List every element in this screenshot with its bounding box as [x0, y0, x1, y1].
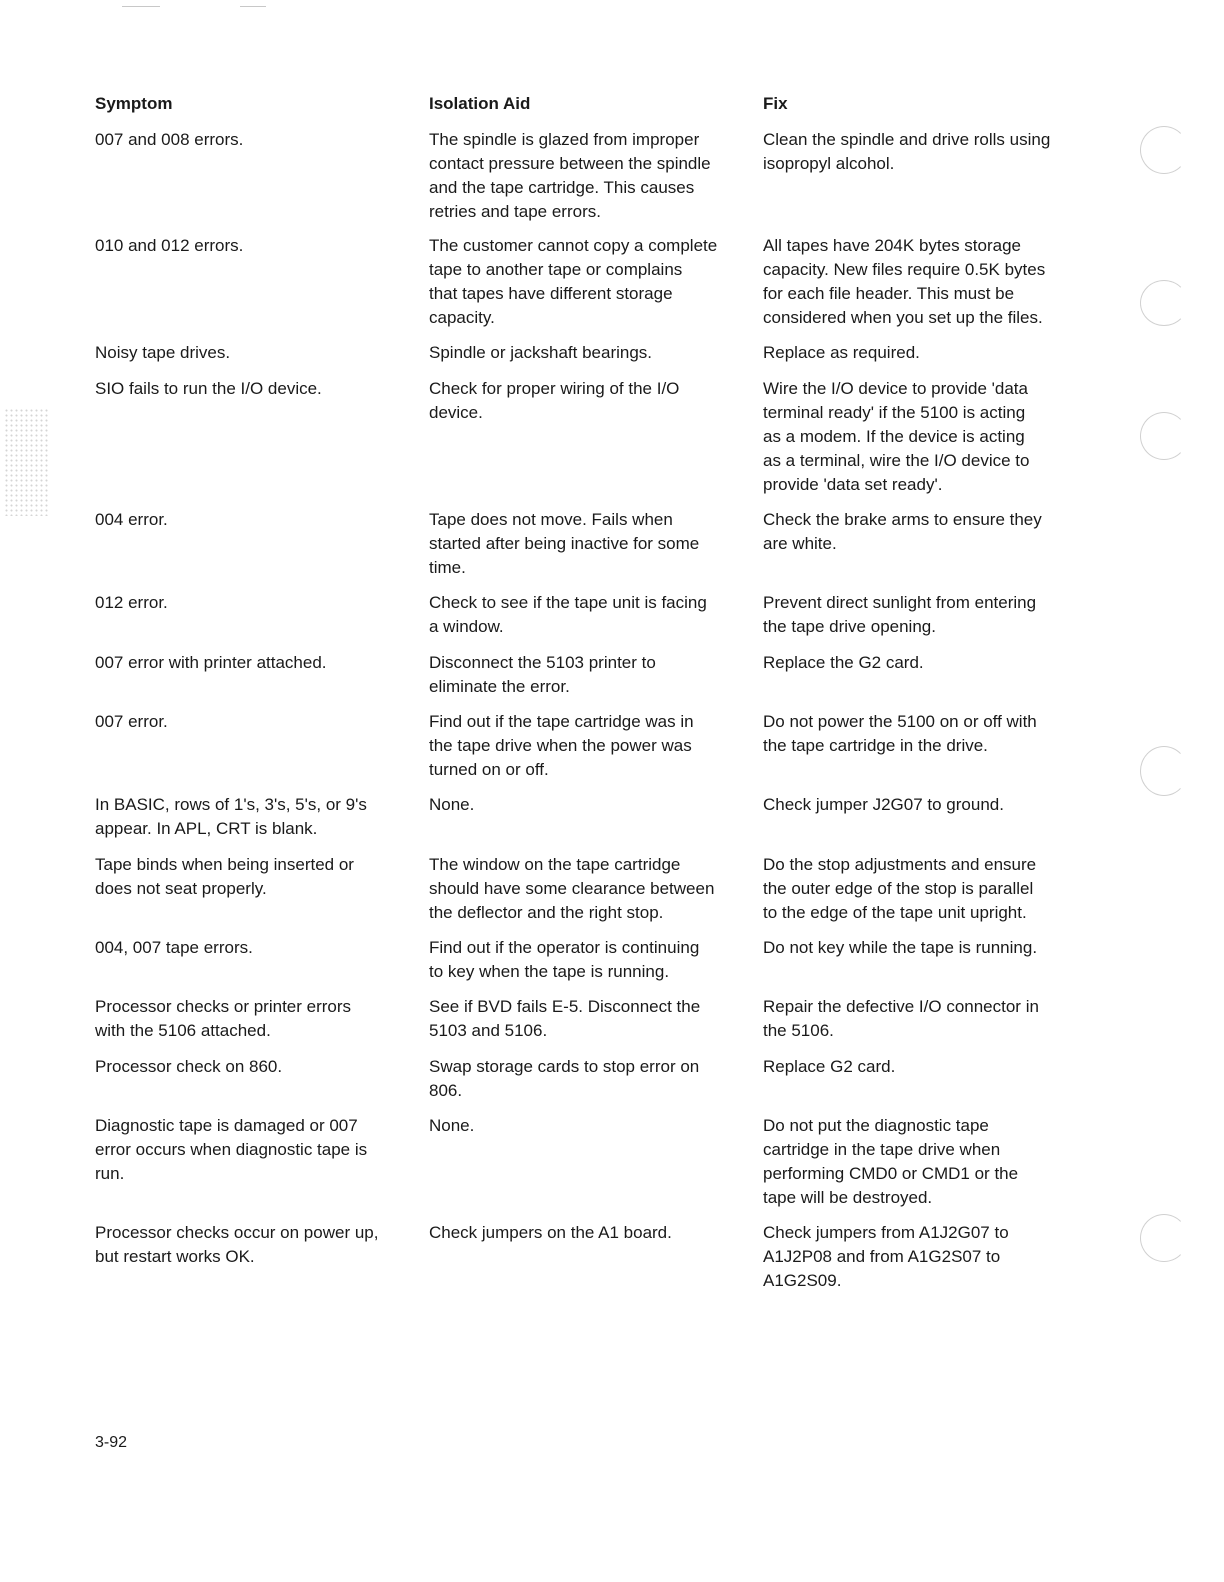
- fix-cell: Do not key while the tape is running.: [763, 938, 1038, 957]
- margin-mark: [1140, 412, 1188, 460]
- fix-cell: Check jumpers from A1J2G07 to A1J2P08 and from A1G2S07 to A1G2S09.: [763, 1223, 1009, 1290]
- symptom-cell: 004 error.: [95, 510, 168, 529]
- symptom-cell: Tape binds when being inserted or does not seat properly.: [95, 855, 354, 898]
- fix-cell: All tapes have 204K bytes storage capacity. New files require 0.5K bytes for each file header. This must be considered when you set up the files.: [763, 236, 1046, 327]
- isolation-aid-cell: Spindle or jackshaft bearings.: [429, 343, 653, 362]
- isolation-aid-cell: Swap storage cards to stop error on 806.: [429, 1057, 700, 1100]
- symptom-cell: 007 error with printer attached.: [95, 653, 327, 672]
- fix-cell: Repair the defective I/O connector in the 5106.: [763, 997, 1039, 1040]
- symptom-cell: SIO fails to run the I/O device.: [95, 379, 322, 398]
- isolation-aid-cell: See if BVD fails E-5. Disconnect the 5103 and 5106.: [429, 997, 701, 1040]
- isolation-aid-cell: None.: [429, 795, 475, 814]
- symptom-cell: 010 and 012 errors.: [95, 236, 244, 255]
- isolation-aid-cell: Check to see if the tape unit is facing a window.: [429, 593, 707, 636]
- fix-cell: Do the stop adjustments and ensure the outer edge of the stop is parallel to the edge of the tape unit upright.: [763, 855, 1037, 922]
- margin-mark: [1140, 1214, 1188, 1262]
- fix-cell: Check jumper J2G07 to ground.: [763, 795, 1004, 814]
- isolation-aid-cell: Find out if the tape cartridge was in the tape drive when the power was turned on or off.: [429, 712, 694, 779]
- isolation-aid-cell: The customer cannot copy a complete tape to another tape or complains that tapes have different storage capacity.: [429, 236, 718, 327]
- table-header: [0, 92, 1224, 116]
- fix-cell: Clean the spindle and drive rolls using isopropyl alcohol.: [763, 130, 1051, 173]
- top-rule: [122, 6, 160, 7]
- top-rule: [240, 6, 266, 7]
- isolation-aid-cell: The window on the tape cartridge should have some clearance between the deflector and the right stop.: [429, 855, 715, 922]
- fix-cell: Wire the I/O device to provide 'data terminal ready' if the 5100 is acting as a modem. If the device is acting as a terminal, wire the I/O device to provide 'data set ready'.: [763, 379, 1030, 494]
- isolation-aid-cell: Check jumpers on the A1 board.: [429, 1223, 672, 1242]
- symptom-cell: Diagnostic tape is damaged or 007 error occurs when diagnostic tape is run.: [95, 1116, 368, 1183]
- isolation-aid-cell: The spindle is glazed from improper contact pressure between the spindle and the tape cartridge. This causes retries and tape errors.: [429, 130, 711, 221]
- fix-cell: Replace as required.: [763, 343, 920, 362]
- symptom-cell: 004, 007 tape errors.: [95, 938, 253, 957]
- symptom-cell: In BASIC, rows of 1's, 3's, 5's, or 9's appear. In APL, CRT is blank.: [95, 795, 367, 838]
- fix-cell: Do not power the 5100 on or off with the tape cartridge in the drive.: [763, 712, 1037, 755]
- isolation-aid-cell: Find out if the operator is continuing to key when the tape is running.: [429, 938, 700, 981]
- margin-mark: [1140, 746, 1188, 796]
- symptom-cell: 012 error.: [95, 593, 168, 612]
- fix-cell: Check the brake arms to ensure they are white.: [763, 510, 1042, 553]
- scan-speckle: [4, 408, 50, 516]
- fix-cell: Prevent direct sunlight from entering the tape drive opening.: [763, 593, 1037, 636]
- isolation-aid-cell: Check for proper wiring of the I/O device.: [429, 379, 680, 422]
- symptom-cell: Processor check on 860.: [95, 1057, 283, 1076]
- symptom-cell: 007 error.: [95, 712, 168, 731]
- margin-mark: [1140, 280, 1188, 326]
- header-symptom: Symptom: [95, 94, 173, 113]
- isolation-aid-cell: None.: [429, 1116, 475, 1135]
- fix-cell: Do not put the diagnostic tape cartridge in the tape drive when performing CMD0 or CMD1 or the tape will be destroyed.: [763, 1116, 1019, 1207]
- symptom-cell: Noisy tape drives.: [95, 343, 231, 362]
- header-isolation-aid: Isolation Aid: [429, 94, 531, 113]
- fix-cell: Replace G2 card.: [763, 1057, 896, 1076]
- symptom-cell: Processor checks or printer errors with the 5106 attached.: [95, 997, 352, 1040]
- margin-mark: [1140, 126, 1188, 174]
- header-fix: Fix: [763, 94, 788, 113]
- isolation-aid-cell: Disconnect the 5103 printer to eliminate the error.: [429, 653, 656, 696]
- symptom-cell: Processor checks occur on power up, but restart works OK.: [95, 1223, 379, 1266]
- symptom-cell: 007 and 008 errors.: [95, 130, 244, 149]
- page-number: 3-92: [95, 1434, 128, 1451]
- fix-cell: Replace the G2 card.: [763, 653, 924, 672]
- isolation-aid-cell: Tape does not move. Fails when started after being inactive for some time.: [429, 510, 700, 577]
